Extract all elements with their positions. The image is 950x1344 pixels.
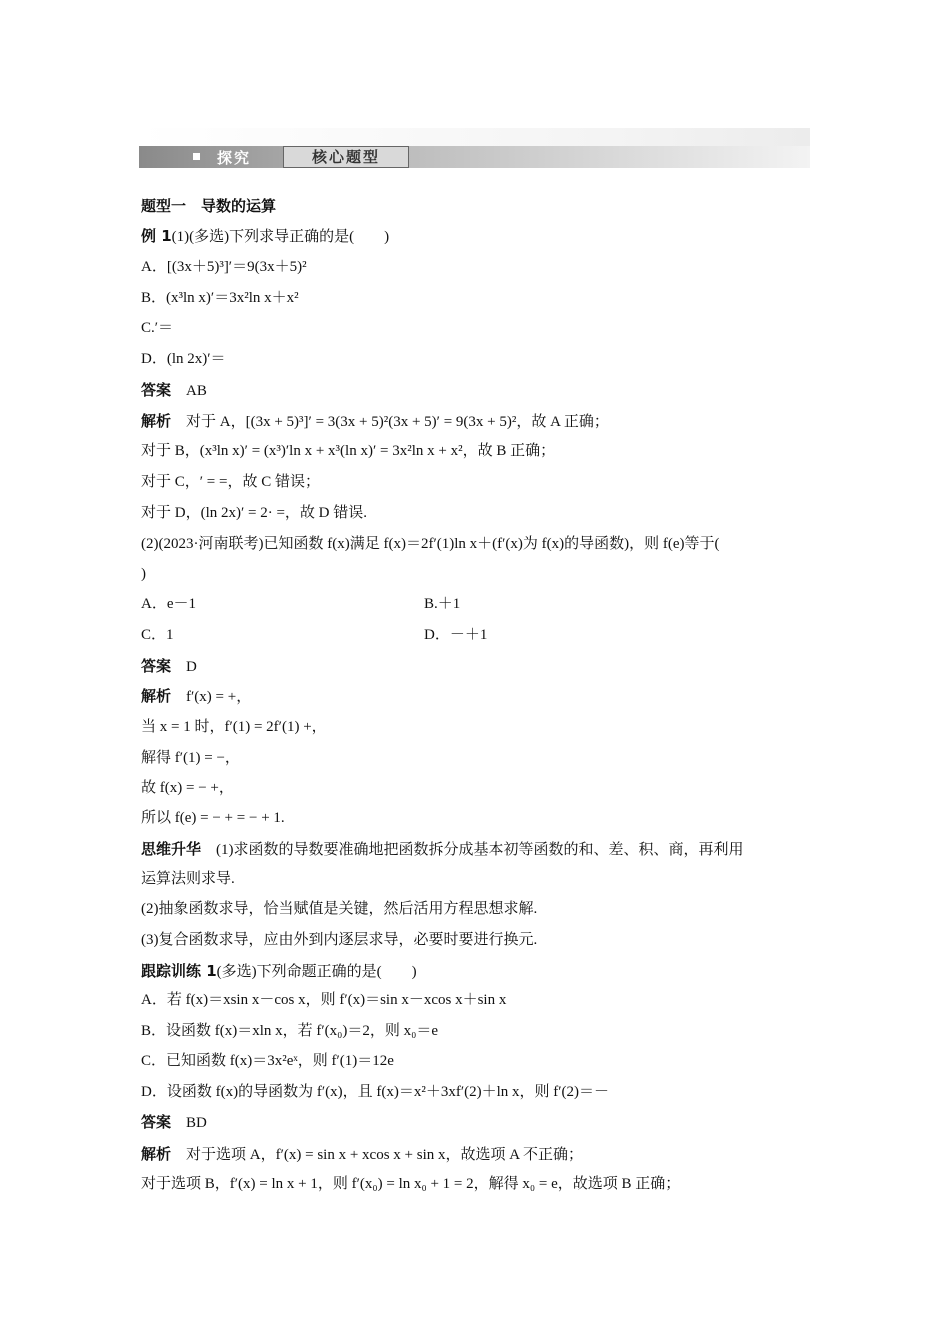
banner-right-label: 核心题型: [283, 146, 409, 168]
line-text: A．若 f(x)＝xsin x－cos x，则 f′(x)＝sin x－xcos x＋sin x: [141, 992, 507, 1008]
line-text: (2)抽象函数求导，恰当赋值是关键，然后活用方程思想求解.: [141, 901, 538, 917]
line-text: B．(x³ln x)′＝3x²ln x＋x²: [141, 290, 299, 306]
line-text: (1)(多选)下列求导正确的是( ): [171, 229, 390, 245]
bold-label: 题型一 导数的运算: [141, 197, 277, 215]
text-line: [141, 1082, 811, 1102]
text-line: [141, 686, 811, 707]
line-text: 对于选项 B，f′(x) = ln x + 1，则 f′(x₀) = ln x₀ + 1 = 2，解得 x₀ = e，故选项 B 正确；: [141, 1176, 681, 1192]
line-text: BD: [171, 1115, 207, 1131]
line-text: 当 x = 1 时，f′(1) = 2f′(1) +，: [141, 719, 327, 735]
text-line: [141, 288, 811, 308]
bold-label: 答案: [141, 381, 172, 399]
bold-label: 跟踪训练 1: [141, 962, 217, 980]
text-line: [141, 380, 811, 401]
text-line: [141, 318, 811, 338]
line-text: 解得 f′(1) = −，: [141, 750, 240, 766]
option-second-column: D．－＋1: [424, 627, 488, 643]
line-text: AB: [171, 383, 207, 399]
text-line: [141, 1112, 811, 1133]
text-line: [141, 656, 811, 677]
line-text: C．已知函数 f(x)＝3x²eˣ，则 f′(1)＝12e: [141, 1053, 394, 1069]
bold-label: 答案: [141, 1113, 172, 1131]
line-text: A．[(3x＋5)³]′＝9(3x＋5)²: [141, 259, 307, 275]
line-text: 对于选项 A，f′(x) = sin x + xcos x + sin x，故选项 A 不正确；: [171, 1147, 584, 1163]
line-text: 故 f(x) = − +，: [141, 780, 234, 796]
line-text: D: [171, 659, 197, 675]
bold-label: 解析: [141, 412, 172, 430]
line-text: 对于 C，′ = =，故 C 错误；: [141, 474, 320, 490]
text-line: [141, 1051, 811, 1071]
text-line: [141, 930, 811, 950]
text-line: [141, 839, 811, 860]
square-bullet-icon: [193, 153, 200, 160]
text-line: [141, 534, 811, 554]
text-line: [141, 1144, 811, 1165]
line-text: 所以 f(e) = − + = − + 1.: [141, 810, 285, 826]
text-line: [141, 778, 811, 798]
text-line: [141, 472, 811, 492]
text-line: [141, 1021, 811, 1041]
line-text: C.′＝: [141, 320, 174, 336]
line-text: 运算法则求导.: [141, 871, 235, 887]
text-line: [141, 196, 811, 217]
bold-label: 例 1: [141, 227, 172, 245]
text-line: [141, 625, 811, 645]
section-banner: [139, 146, 810, 168]
line-text: 对于 D，(ln 2x)′ = 2· =，故 D 错误.: [141, 505, 368, 521]
line-text: D．设函数 f(x)的导函数为 f′(x)，且 f(x)＝x²＋3xf′(2)＋ln x，则 f′(2)＝－: [141, 1084, 610, 1100]
text-line: [141, 869, 811, 889]
text-line: [141, 717, 811, 737]
line-text: 对于 A，[(3x + 5)³]′ = 3(3x + 5)²(3x + 5)′ = 9(3x + 5)²，故 A 正确；: [171, 414, 609, 430]
banner-left-label: 探究: [217, 149, 252, 167]
line-text: (1)求函数的导数要准确地把函数拆分成基本初等函数的和、差、积、商，再利用: [201, 842, 744, 858]
text-line: [141, 564, 811, 584]
text-line: [141, 349, 811, 369]
line-text: C．1: [141, 627, 174, 643]
line-text: f′(x) = +，: [171, 689, 252, 705]
text-line: [141, 990, 811, 1010]
text-line: [141, 808, 811, 828]
option-second-column: B.＋1: [424, 596, 461, 612]
bold-label: 解析: [141, 1145, 172, 1163]
line-text: ): [141, 566, 146, 582]
text-line: [141, 594, 811, 614]
text-line: [141, 503, 811, 523]
text-line: [141, 961, 811, 982]
line-text: D．(ln 2x)′＝: [141, 351, 226, 367]
bold-label: 思维升华: [141, 840, 202, 858]
text-line: [141, 899, 811, 919]
bold-label: 答案: [141, 657, 172, 675]
text-line: [141, 1174, 811, 1194]
text-line: [141, 441, 811, 461]
text-line: [141, 748, 811, 768]
line-text: (3)复合函数求导，应由外到内逐层求导，必要时要进行换元.: [141, 932, 538, 948]
bold-label: 解析: [141, 687, 172, 705]
line-text: (多选)下列命题正确的是( ): [216, 964, 417, 980]
text-line: [141, 411, 811, 432]
text-line: [141, 257, 811, 277]
banner-shine: [139, 128, 810, 146]
line-text: (2)(2023·河南联考)已知函数 f(x)满足 f(x)＝2f′(1)ln x＋(f′(x)为 f(x)的导函数)，则 f(e)等于(: [141, 536, 720, 552]
line-text: 对于 B，(x³ln x)′ = (x³)′ln x + x³(ln x)′ = 3x²ln x + x²，故 B 正确；: [141, 443, 556, 459]
line-text: B．设函数 f(x)＝xln x，若 f′(x₀)＝2，则 x₀＝e: [141, 1023, 439, 1039]
text-line: [141, 226, 811, 247]
line-text: A．e－1: [141, 596, 196, 612]
